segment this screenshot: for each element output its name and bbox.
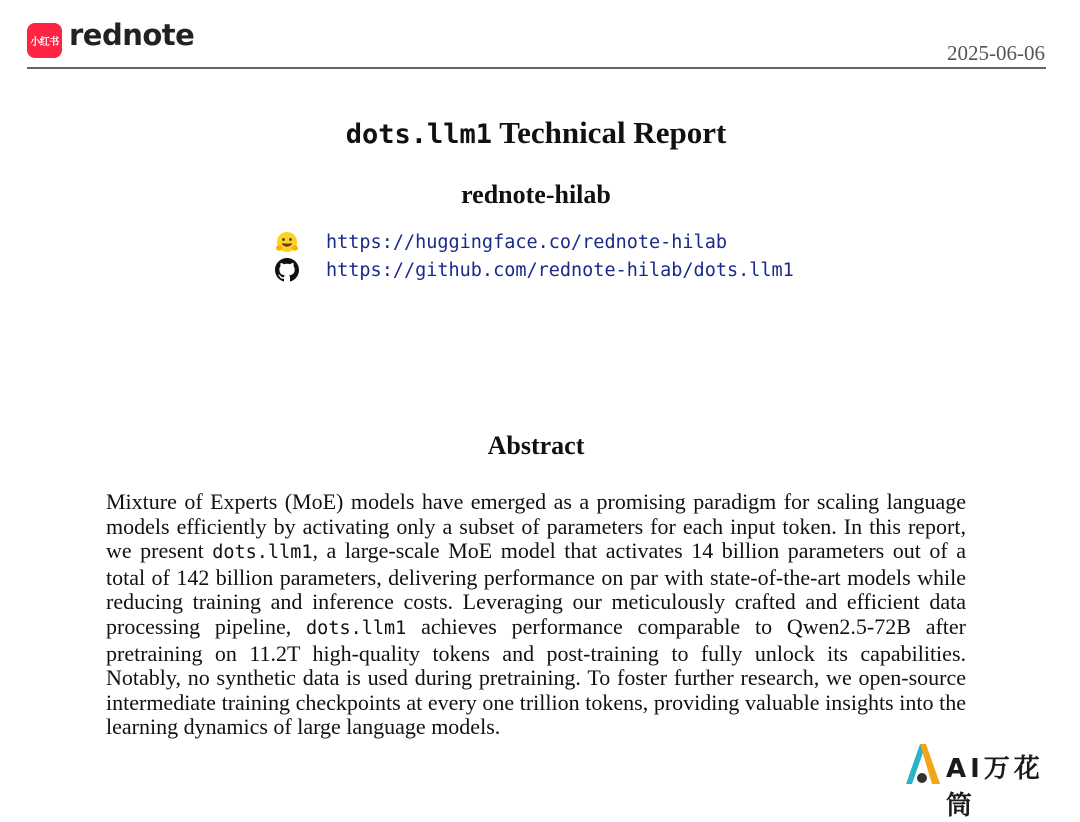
watermark (900, 740, 1070, 821)
abstract-text-part-3: achieves performance comparable to Qwen2.5-72B after pretraining on 11.2T high-quality tokens and post-training to fully unlock its capabilities. Notably, no synthetic data is used during pretraining. To foster further research, we open-source intermediate training checkpoints at every one trillion tokens, providing valuable insights into the learning dynamics of large language models. (106, 613, 966, 740)
abstract-text-part-2: , a large-scale MoE model that activates 14 billion parameters out of a total of 142 billion parameters, delivering performance on par with state-of-the-art models while reducing training and inference costs. Leveraging our meticulously crafted and efficient data processing pipeline, (106, 538, 967, 639)
github-icon (273, 256, 301, 284)
abstract-paragraph (106, 490, 966, 740)
abstract-code-name-1: dots.llm1 (212, 542, 313, 564)
author-name: rednote-hilab (461, 180, 611, 209)
github-link[interactable]: https://github.com/rednote-hilab/dots.llm1 (326, 259, 794, 281)
logo-badge-text: 小红书 (30, 37, 59, 48)
abstract-code-name-2: dots.llm1 (306, 617, 407, 639)
watermark-logo-icon (900, 740, 944, 788)
page-header (0, 0, 1080, 70)
rednote-logo-badge (27, 23, 62, 58)
abstract-heading: Abstract (487, 431, 585, 460)
abstract-text-part-1: Mixture of Experts (MoE) models have emerged as a promising paradigm for scaling language models efficiently by activating only a subset of parameters for each input token. In this report, we present (106, 489, 966, 564)
rednote-logo-wordmark: rednote (69, 18, 195, 52)
report-date: 2025-06-06 (947, 41, 1045, 65)
title-text: Technical Report (499, 115, 727, 150)
huggingface-icon (273, 228, 301, 256)
huggingface-link[interactable]: https://huggingface.co/rednote-hilab (326, 231, 727, 253)
header-divider (27, 67, 1046, 69)
paper-title (0, 115, 1072, 151)
title-code-name: dots.llm1 (345, 119, 493, 150)
watermark-text: AI万花筒 (946, 754, 1044, 821)
github-link-row[interactable] (273, 256, 794, 284)
huggingface-link-row[interactable] (273, 228, 794, 256)
link-list (273, 228, 794, 284)
